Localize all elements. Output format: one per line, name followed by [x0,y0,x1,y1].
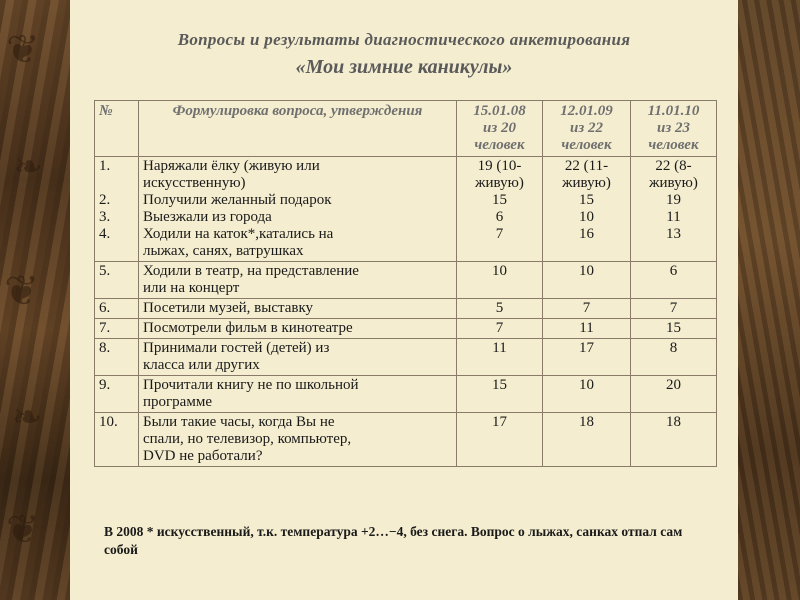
cell-line: 10 [579,377,594,393]
cell-line: искусственную) [143,175,246,191]
cell-value-2008 [457,339,543,376]
cell-line: живую) [475,175,524,191]
cell-value-2010 [631,376,717,413]
cell-line: 15 [579,192,594,208]
cell-line: 4. [99,226,111,242]
cell-line: 7 [669,300,678,316]
cell-value-2009 [543,262,631,299]
header-date: 12.01.09 [560,103,613,119]
title-line: Вопросы и результаты диагностического анкетирования [177,30,631,49]
cell-line: 9. [99,377,111,393]
cell-line [547,243,626,260]
cell-line: Наряжали ёлку (живую или [143,158,320,174]
cell-value-2010 [631,157,717,262]
cell-line: Выезжали из города [143,209,272,225]
cell-line: 6 [669,263,678,279]
table-row [95,299,717,319]
table-row [95,262,717,299]
cell-line: 19 [666,192,681,208]
leaf-icon: ❦ [6,507,40,553]
header-date-2009 [543,101,631,157]
cell-line: 10 [579,209,594,225]
table-body [95,157,717,467]
cell-line: 17 [492,414,507,430]
cell-question [139,339,457,376]
leaf-icon: ❦ [4,266,40,315]
cell-line: 7 [582,300,591,316]
cell-line: 3. [99,209,111,225]
cell-line: 8. [99,340,111,356]
survey-table [94,100,717,467]
cell-line: 15 [492,192,507,208]
header-date: 15.01.08 [473,103,526,119]
table-row [95,413,717,467]
cell-value-2009 [543,157,631,262]
header-question [139,101,457,157]
cell-value-2008 [457,376,543,413]
header-date-2010 [631,101,717,157]
cell-line: 13 [666,226,681,242]
cell-number [95,376,139,413]
cell-line: 22 (8- [655,158,692,174]
cell-line: живую) [649,175,698,191]
cell-value-2008 [457,299,543,319]
cell-value-2009 [543,376,631,413]
cell-value-2009 [543,319,631,339]
cell-value-2010 [631,413,717,467]
cell-line: класса или других [143,357,260,373]
cell-line [635,243,712,260]
footnote: В 2008 * искусственный, т.к. температура +2…−4, без снега. Вопрос о лыжах, санках отпал сам собой [104,524,683,557]
cell-line: 10 [492,263,507,279]
cell-line: 10. [99,414,118,430]
cell-line: Ходили на каток*,катались на [143,226,334,242]
cell-line: 15 [666,320,681,336]
cell-line: Получили желанный подарок [143,192,332,208]
cell-line: 6 [495,209,504,225]
cell-value-2010 [631,299,717,319]
header-date: 11.01.10 [647,103,700,119]
cell-question [139,376,457,413]
cell-line: 1. [99,158,111,174]
cell-value-2010 [631,262,717,299]
cell-line: 11 [492,340,507,356]
table-row [95,319,717,339]
cell-question [139,262,457,299]
cell-number [95,157,139,262]
cell-line: 7. [99,320,111,336]
header-unit: человек [648,137,699,153]
cell-value-2010 [631,339,717,376]
cell-line [99,175,134,192]
cell-line: или на концерт [143,280,240,296]
slide-title [70,30,738,79]
cell-line: 16 [579,226,594,242]
cell-line: 7 [495,320,504,336]
cell-question [139,413,457,467]
cell-line: 17 [579,340,594,356]
cell-question [139,319,457,339]
cell-number [95,299,139,319]
subtitle-line: «Мои зимние каникулы» [295,56,513,78]
cell-question [139,157,457,262]
cell-line: 5. [99,263,111,279]
cell-value-2010 [631,319,717,339]
cell-line: Посетили музей, выставку [143,300,314,316]
cell-value-2009 [543,413,631,467]
cell-line: 22 (11- [564,158,609,174]
cell-line: программе [143,394,212,410]
cell-value-2009 [543,299,631,319]
cell-line: 10 [579,263,594,279]
header-unit: человек [561,137,612,153]
cell-line [461,243,538,260]
cell-line: 7 [495,226,504,242]
leaf-icon: ❦ [6,27,40,73]
cell-line: Прочитали книгу не по школьной [143,377,359,393]
cell-question [139,299,457,319]
cell-line: 5 [495,300,504,316]
cell-number [95,319,139,339]
header-sub: из 22 [570,120,603,136]
cell-value-2008 [457,157,543,262]
cell-line: Принимали гостей (детей) из [143,340,330,356]
table-row [95,376,717,413]
header-text: Формулировка вопроса, утверждения [172,103,423,119]
table-header-row [95,101,717,157]
cell-line: Посмотрели фильм в кинотеатре [143,320,353,336]
cell-number [95,413,139,467]
right-wood-border [738,0,800,600]
cell-line: спали, но телевизор, компьютер, [143,431,352,447]
cell-line: лыжах, санях, ватрушках [143,243,304,259]
slide [70,0,738,600]
cell-number [95,262,139,299]
cell-line: 2. [99,192,111,208]
cell-line: 20 [666,377,681,393]
cell-line: 18 [579,414,594,430]
header-date-2008 [457,101,543,157]
cell-line: 15 [492,377,507,393]
cell-line: 18 [666,414,681,430]
leaf-icon: ❧ [12,397,43,438]
cell-line: DVD не работали? [143,448,263,464]
cell-number [95,339,139,376]
leaf-icon: ❧ [14,147,43,187]
header-unit: человек [474,137,525,153]
cell-line: живую) [562,175,611,191]
cell-line: 11 [666,209,681,225]
cell-line: 19 (10- [477,158,522,174]
cell-value-2008 [457,262,543,299]
cell-line: 11 [579,320,594,336]
cell-line: 8 [669,340,678,356]
cell-line [99,243,134,260]
cell-value-2008 [457,319,543,339]
cell-value-2009 [543,339,631,376]
cell-line: Ходили в театр, на представление [143,263,359,279]
table-row [95,339,717,376]
header-sub: из 20 [483,120,516,136]
table-row [95,157,717,262]
header-sub: из 23 [657,120,690,136]
cell-line: Были такие часы, когда Вы не [143,414,335,430]
header-number [95,101,139,157]
cell-line: 6. [99,300,111,316]
cell-value-2008 [457,413,543,467]
left-wood-border [0,0,70,600]
header-text: № [99,103,113,119]
